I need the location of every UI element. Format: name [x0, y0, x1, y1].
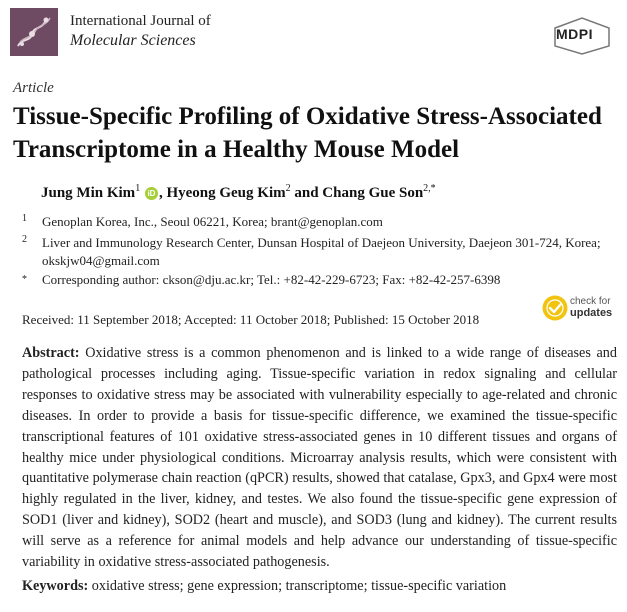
author-name: Chang Gue Son: [322, 185, 424, 201]
journal-logo-icon: [10, 8, 58, 56]
journal-name-line2: Molecular Sciences: [70, 32, 196, 49]
check-updates-label-bold: updates: [570, 307, 613, 319]
corresponding-author: Corresponding author: ckson@dju.ac.kr; Tel.: +82-42-229-6723; Fax: +82-42-257-6398: [42, 272, 501, 287]
abstract-text: Oxidative stress is a common phenomenon and is linked to a wide range of diseases and pathological processes including aging. Tissue-specific variation in redox signaling and cellular responses to oxidative stress may be associated with vulnerability especially to age-related and chronic diseases. In order to provide a basis for tissue-specific difference, we examined the tissue-specific transcriptional features of 101 oxidative stress-associated genes in 10 different tissues and organs of healthy mice under physiological conditions. Microarray analysis results, which were consistent with quantitative polymerase chain reaction (qPCR) results, showed that catalase, Gpx3, and Gpx4 were most highly regulated in the liver, kidney, and testes. We also found the tissue-specific gene expression of SOD1 (liver and kidney), SOD2 (heart and muscle), and SOD3 (lung and kidney). The current results will serve as a reference for animal models and help advance our understanding of tissue-specific variability in oxidative stress-associated pathogenesis.: [22, 345, 617, 571]
author-affiliation-marker: 1: [135, 183, 141, 194]
author-affiliation-marker: 2,*: [423, 183, 436, 194]
affiliation-marker: 1: [22, 213, 27, 224]
check-updates-label: check for: [570, 296, 611, 307]
affiliation-marker: 2: [22, 234, 27, 245]
article-type: Article: [13, 80, 54, 96]
affiliation-text: Liver and Immunology Research Center, Dunsan Hospital of Daejeon University, Daejeon 301-724, Korea;: [42, 235, 601, 250]
abstract: [22, 343, 617, 573]
author-name: Hyeong Geug Kim: [166, 185, 286, 201]
keywords-label: Keywords:: [22, 578, 89, 594]
affiliation-text: Genoplan Korea, Inc., Seoul 06221, Korea; brant@genoplan.com: [42, 214, 383, 229]
keywords: [22, 578, 506, 595]
author-affiliation-marker: 2: [285, 183, 291, 194]
publisher-name: MDPI: [556, 26, 593, 42]
corresponding-marker: *: [22, 274, 27, 285]
author-separator: ,: [158, 185, 167, 201]
author-separator: and: [290, 185, 323, 201]
orcid-icon[interactable]: iD: [145, 187, 158, 200]
abstract-label: Abstract:: [22, 345, 80, 361]
affiliation-email: okskjw04@gmail.com: [42, 253, 160, 268]
author-list: [41, 183, 436, 202]
author-name: Jung Min Kim: [41, 185, 136, 201]
article-title: Tissue-Specific Profiling of Oxidative Stress-Associated Transcriptome in a Healthy Mouse Model: [13, 103, 602, 163]
publication-dates: Received: 11 September 2018; Accepted: 11 October 2018; Published: 15 October 2018: [22, 312, 480, 327]
check-updates-icon: [541, 294, 569, 322]
journal-name-line1: International Journal of: [70, 13, 211, 29]
keywords-text: oxidative stress; gene expression; transcriptome; tissue-specific variation: [91, 578, 507, 594]
